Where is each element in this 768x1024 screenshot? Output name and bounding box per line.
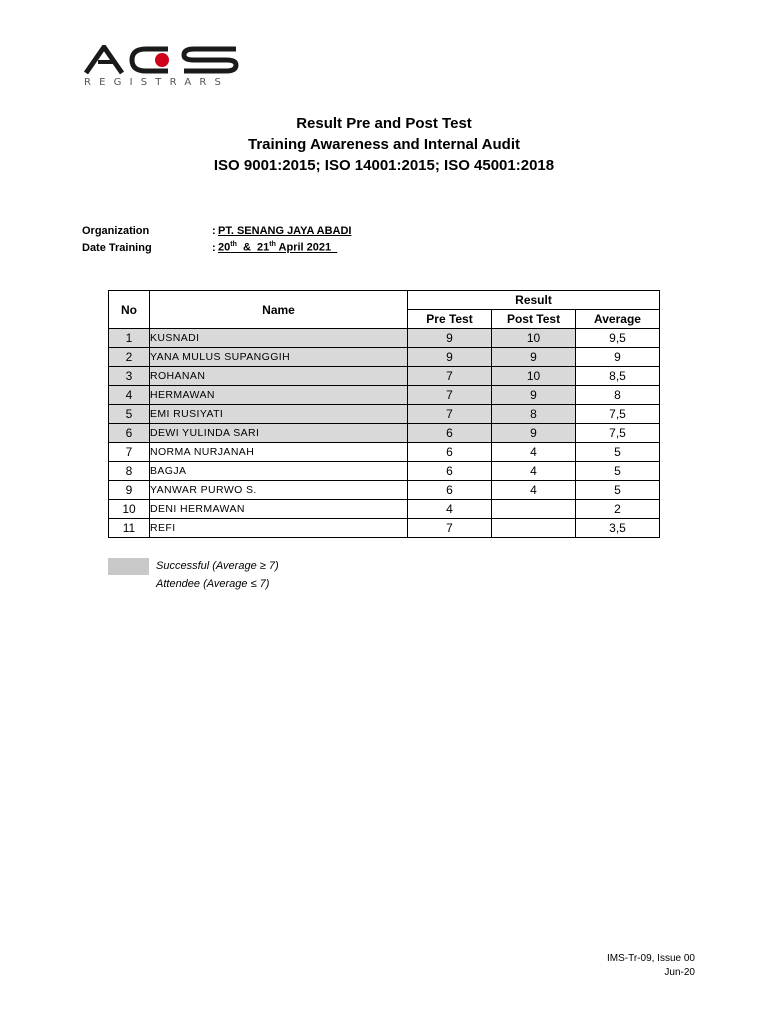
legend-attendee: [108, 575, 279, 593]
cell-name: HERMAWAN: [150, 386, 408, 405]
cell-pre-test: 7: [408, 386, 492, 405]
cell-name: REFI: [150, 519, 408, 538]
header-no: No: [109, 291, 150, 329]
cell-name: BAGJA: [150, 462, 408, 481]
cell-post-test: 9: [492, 386, 576, 405]
document-title: [0, 113, 768, 176]
date-day2-suffix: th: [269, 241, 276, 249]
header-result: Result: [408, 291, 660, 310]
cell-average: 5: [576, 443, 660, 462]
legend-swatch-successful: [108, 558, 149, 575]
date-label: Date Training: [82, 241, 152, 254]
training-info: [82, 222, 351, 256]
table-row: [109, 443, 660, 462]
date-day2: 21: [257, 241, 270, 254]
cell-no: 8: [109, 462, 150, 481]
cell-name: EMI RUSIYATI: [150, 405, 408, 424]
cell-pre-test: 7: [408, 519, 492, 538]
table-row: [109, 519, 660, 538]
cell-post-test: 9: [492, 424, 576, 443]
date-day1-suffix: th: [230, 241, 237, 249]
date-amp: &: [236, 241, 258, 254]
logo-subtitle: REGISTRARS: [84, 77, 230, 88]
footer: [607, 952, 695, 980]
cell-post-test: [492, 500, 576, 519]
footer-date: Jun-20: [664, 967, 695, 978]
table-row: [109, 405, 660, 424]
cell-name: YANWAR PURWO S.: [150, 481, 408, 500]
cell-average: 9: [576, 348, 660, 367]
cell-post-test: 4: [492, 462, 576, 481]
footer-code: IMS-Tr-09, Issue 00: [607, 953, 695, 964]
organization-row: [82, 222, 351, 239]
legend: [108, 557, 279, 593]
cell-no: 10: [109, 500, 150, 519]
cell-no: 7: [109, 443, 150, 462]
legend-attendee-label: Attendee (Average ≤ 7): [156, 578, 270, 590]
cell-average: 5: [576, 462, 660, 481]
table-row: [109, 329, 660, 348]
cell-post-test: 4: [492, 443, 576, 462]
cell-average: 2: [576, 500, 660, 519]
cell-post-test: 10: [492, 367, 576, 386]
table-row: [109, 481, 660, 500]
cell-post-test: 4: [492, 481, 576, 500]
cell-name: DEWI YULINDA SARI: [150, 424, 408, 443]
cell-no: 1: [109, 329, 150, 348]
cell-average: 8: [576, 386, 660, 405]
cell-post-test: [492, 519, 576, 538]
legend-successful: [108, 557, 279, 575]
title-line-2: Training Awareness and Internal Audit: [248, 136, 520, 153]
date-value: [218, 241, 337, 254]
table-row: [109, 424, 660, 443]
cell-pre-test: 6: [408, 481, 492, 500]
table-row: [109, 500, 660, 519]
header-post-test: Post Test: [492, 310, 576, 329]
cell-pre-test: 9: [408, 329, 492, 348]
acs-registrars-logo-icon: [84, 45, 240, 75]
cell-average: 8,5: [576, 367, 660, 386]
cell-no: 6: [109, 424, 150, 443]
colon: :: [212, 241, 216, 254]
company-logo: [84, 45, 240, 91]
cell-pre-test: 4: [408, 500, 492, 519]
cell-pre-test: 7: [408, 405, 492, 424]
cell-name: KUSNADI: [150, 329, 408, 348]
cell-pre-test: 6: [408, 462, 492, 481]
cell-average: 5: [576, 481, 660, 500]
cell-pre-test: 9: [408, 348, 492, 367]
cell-post-test: 10: [492, 329, 576, 348]
organization-value: PT. SENANG JAYA ABADI: [218, 224, 352, 237]
cell-average: 7,5: [576, 405, 660, 424]
cell-pre-test: 6: [408, 424, 492, 443]
table-row: [109, 367, 660, 386]
cell-name: ROHANAN: [150, 367, 408, 386]
date-day1: 20: [218, 241, 231, 254]
header-name: Name: [150, 291, 408, 329]
title-line-3: ISO 9001:2015; ISO 14001:2015; ISO 45001:2018: [213, 157, 555, 174]
organization-label: Organization: [82, 224, 150, 237]
cell-no: 4: [109, 386, 150, 405]
cell-pre-test: 6: [408, 443, 492, 462]
date-rest: April 2021: [275, 241, 338, 254]
cell-name: YANA MULUS SUPANGGIH: [150, 348, 408, 367]
cell-no: 3: [109, 367, 150, 386]
table-row: [109, 348, 660, 367]
cell-average: 9,5: [576, 329, 660, 348]
cell-post-test: 8: [492, 405, 576, 424]
colon: :: [212, 224, 216, 237]
cell-average: 7,5: [576, 424, 660, 443]
title-line-1: Result Pre and Post Test: [296, 115, 472, 132]
cell-no: 9: [109, 481, 150, 500]
table-row: [109, 386, 660, 405]
header-average: Average: [576, 310, 660, 329]
header-pre-test: Pre Test: [408, 310, 492, 329]
cell-name: DENI HERMAWAN: [150, 500, 408, 519]
cell-name: NORMA NURJANAH: [150, 443, 408, 462]
cell-no: 5: [109, 405, 150, 424]
date-row: [82, 239, 351, 256]
cell-average: 3,5: [576, 519, 660, 538]
cell-no: 11: [109, 519, 150, 538]
cell-pre-test: 7: [408, 367, 492, 386]
legend-swatch-attendee: [108, 576, 149, 593]
legend-successful-label: Successful (Average ≥ 7): [156, 560, 279, 572]
table-row: [109, 462, 660, 481]
result-table: [108, 290, 660, 538]
cell-no: 2: [109, 348, 150, 367]
cell-post-test: 9: [492, 348, 576, 367]
